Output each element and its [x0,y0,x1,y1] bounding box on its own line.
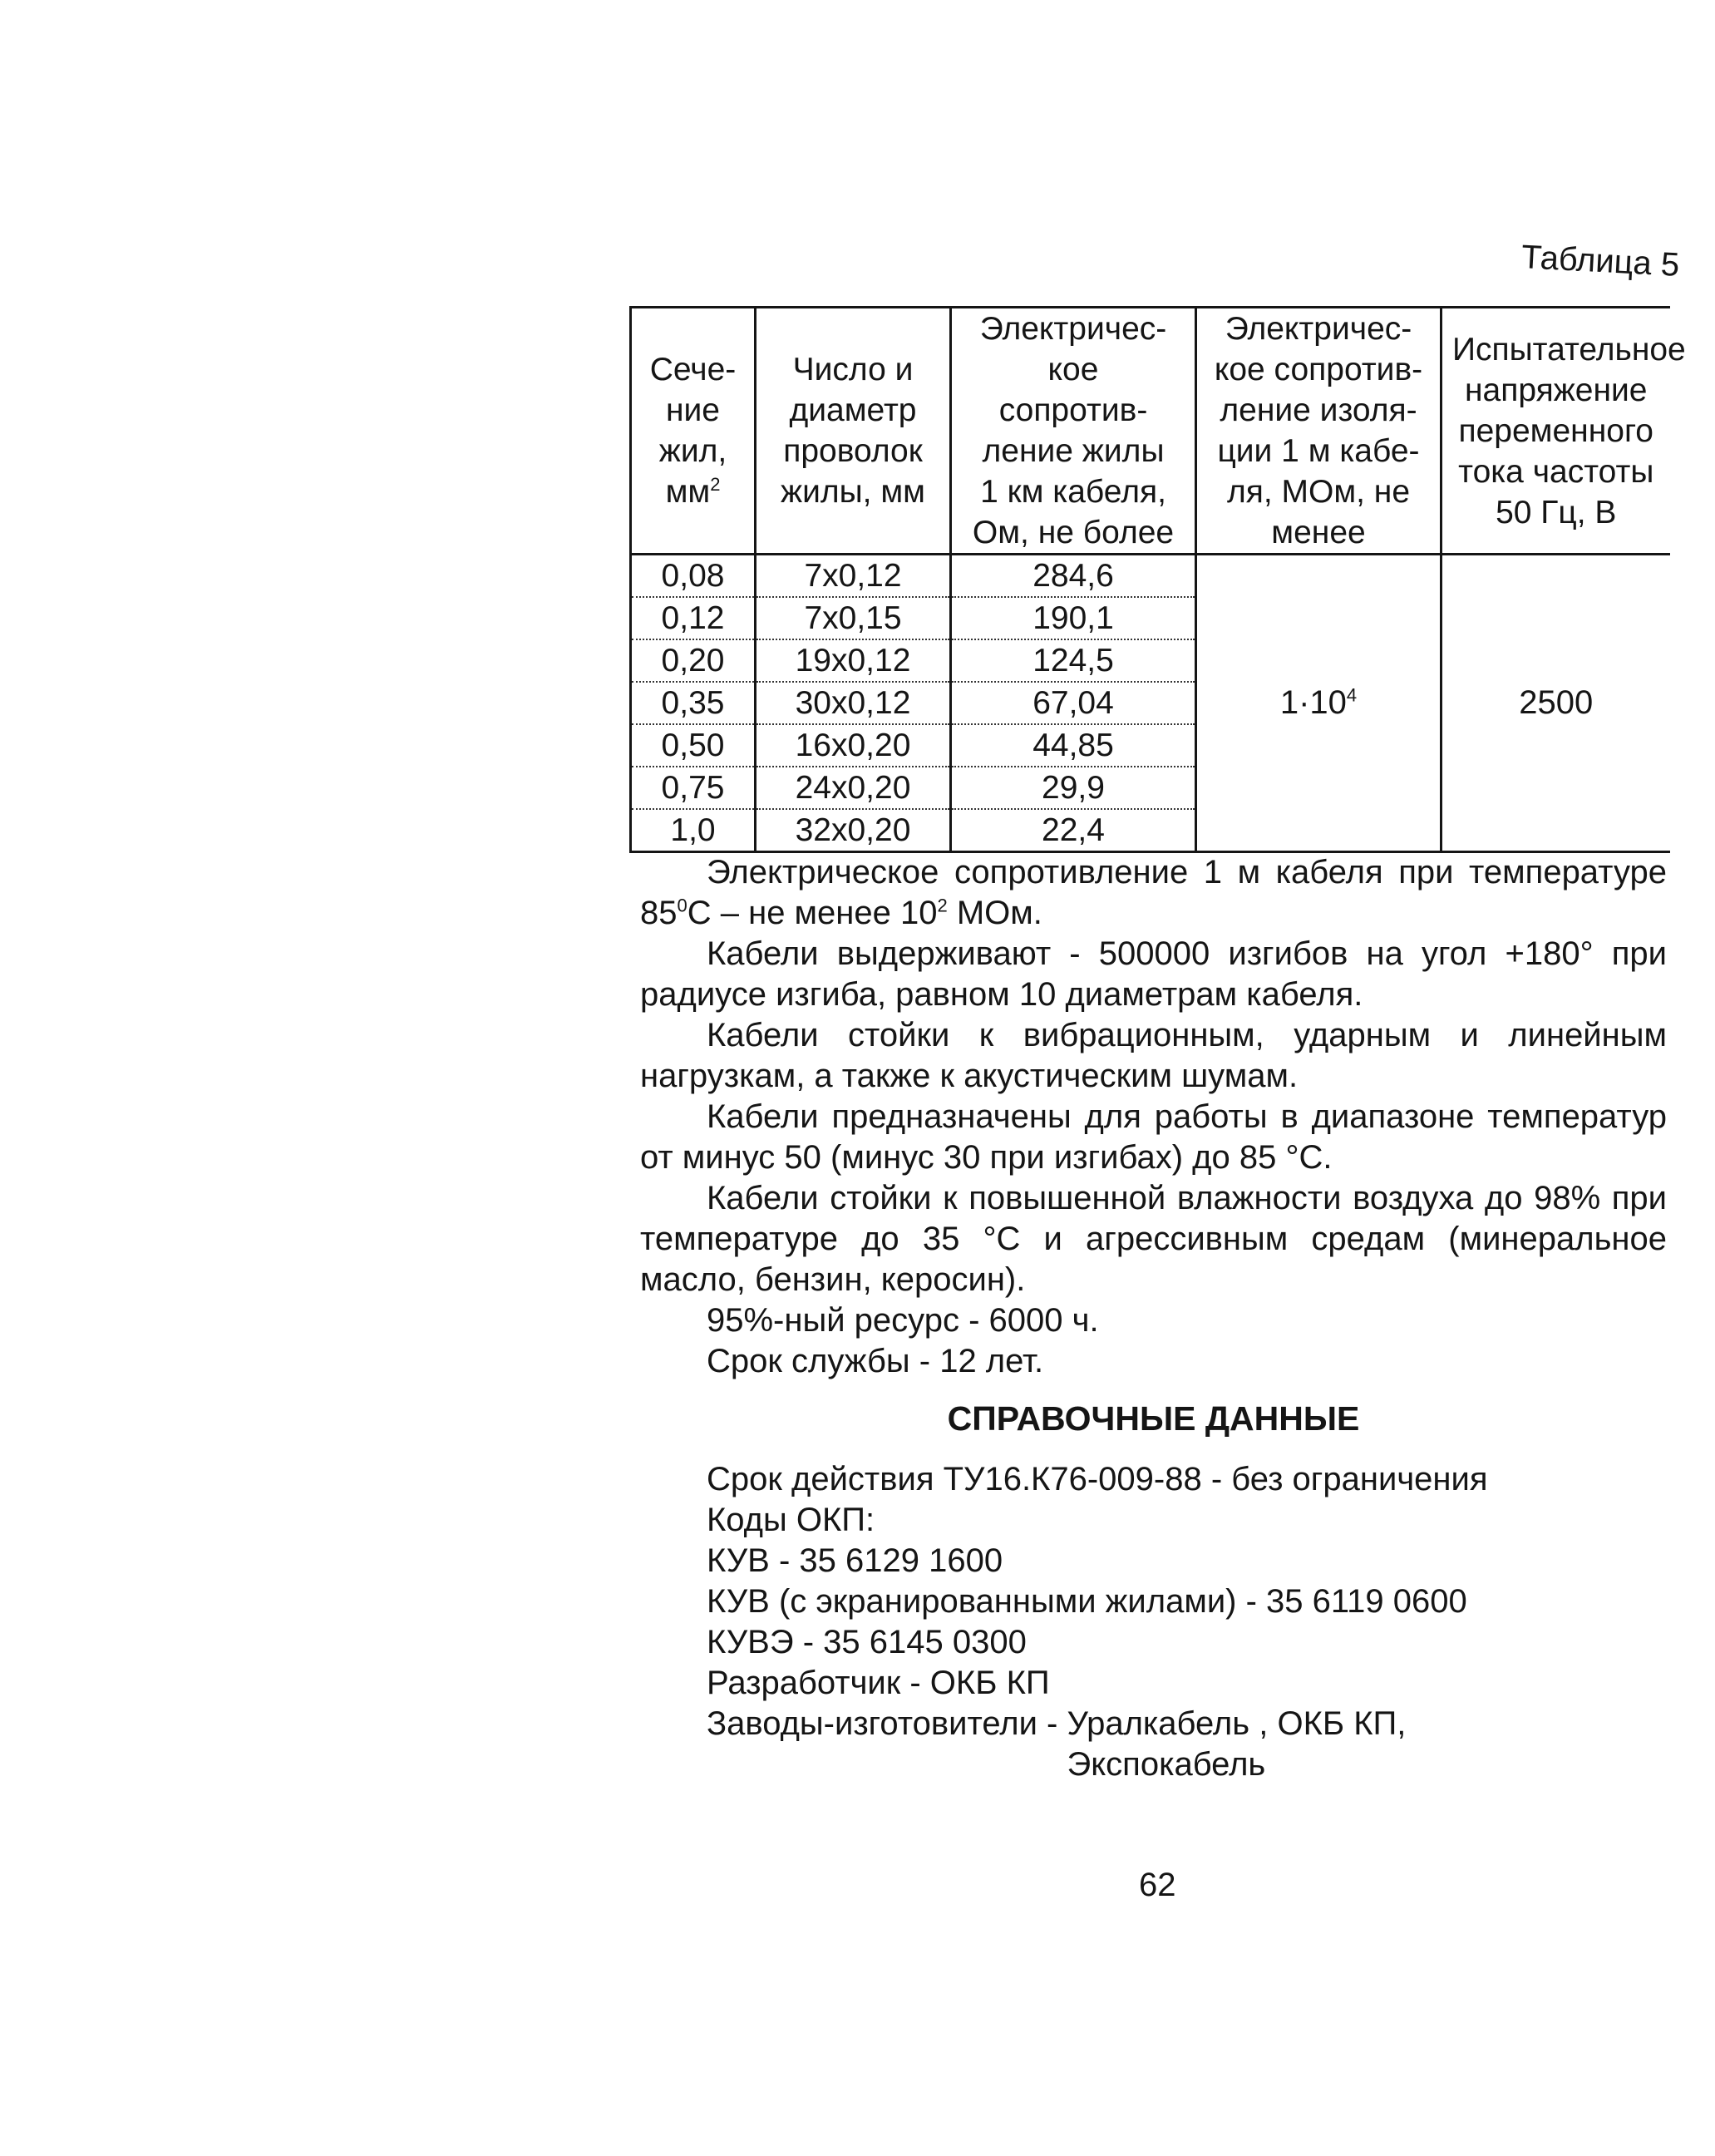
cell-section: 0,50 [631,724,756,767]
header-section [631,308,756,555]
header-section-unit: $мм^2$ [665,474,721,510]
cell-resistance: 124,5 [951,639,1196,682]
cell-section: 0,35 [631,682,756,724]
manufacturers [707,1704,1488,1785]
section-title: СПРАВОЧНЫЕ ДАННЫЕ [947,1399,1360,1438]
cell-section: 0,12 [631,597,756,639]
header-wire-count: Число и диаметр проволок жилы, мм [756,308,951,555]
manufacturers-label: Заводы-изготовители - [707,1705,1067,1742]
okp-label: Коды ОКП: [707,1502,875,1538]
okp-kuve: КУВЭ - 35 6145 0300 [707,1624,1027,1660]
header-conductor-resistance: Электричес-кое сопротив-ление жилы 1 км кабеля, Ом, не более [951,308,1196,555]
cell-wires: 32x0,20 [756,809,951,852]
cell-resistance: 22,4 [951,809,1196,852]
okp-kuv-screened: КУВ (с экранированными жилами) - 35 6119 0600 [707,1583,1467,1620]
header-section-text: Сече-ние жил, [649,352,737,469]
cell-resistance: 67,04 [951,682,1196,724]
manufacturers-line-2: Экспокабель [1067,1746,1266,1783]
table-caption: Таблица 5 [1520,239,1681,284]
header-insulation-resistance: Электричес-кое сопротив-ление изоля-ции 1 м кабе-ля, МОм, не менее [1196,308,1441,555]
paragraph-vibration: Кабели стойки к вибрационным, ударным и линейным нагрузкам, а также к акустическим шумам. [640,1017,1667,1094]
paragraph-service-life: Срок службы - 12 лет. [707,1343,1044,1379]
reference-data [707,1459,1488,1785]
cell-test-voltage: 2500 [1441,555,1670,852]
cell-section: 0,08 [631,555,756,598]
cell-wires: 7x0,15 [756,597,951,639]
table-row [631,555,1670,598]
page-number: 62 [1139,1867,1176,1903]
manufacturers-line-1: Уралкабель , ОКБ КП, [1067,1705,1407,1742]
cell-section: 1,0 [631,809,756,852]
cell-wires: 24x0,20 [756,767,951,809]
paragraph-bending: Кабели выдерживают - 500000 изгибов на угол +180° при радиусе изгиба, равном 10 диаметрам кабеля. [640,935,1667,1013]
body-text [640,852,1667,1382]
cell-wires: 30x0,12 [756,682,951,724]
cell-resistance: 284,6 [951,555,1196,598]
cell-wires: 16x0,20 [756,724,951,767]
cell-wires: 19x0,12 [756,639,951,682]
paragraph-resource: 95%-ный ресурс - 6000 ч. [707,1302,1099,1339]
cell-section: 0,20 [631,639,756,682]
cell-wires: 7x0,12 [756,555,951,598]
header-test-voltage: Испытательное напряжение переменного тока частоты 50 Гц, В [1441,308,1670,555]
paragraph-resistance: Электрическое сопротивление 1 м кабеля при температуре $85^0С$ – не менее $10^2$ МОм. [640,854,1667,931]
cell-resistance: 29,9 [951,767,1196,809]
cell-resistance: 190,1 [951,597,1196,639]
cell-insulation-resistance: $1\cdot 10^4$ [1196,555,1441,852]
developer-line: Разработчик - ОКБ КП [707,1665,1050,1701]
validity-line: Срок действия ТУ16.К76-009-88 - без ограничения [707,1461,1488,1497]
paragraph-humidity: Кабели стойки к повышенной влажности воздуха до 98% при температуре до 35 °С и агрессивным средам (минеральное масло, бензин, керосин). [640,1180,1667,1298]
paragraph-temperature: Кабели предназначены для работы в диапазоне температур от минус 50 (минус 30 при изгибах) до 85 °С. [640,1098,1667,1176]
cell-section: 0,75 [631,767,756,809]
okp-kuv: КУВ - 35 6129 1600 [707,1542,1003,1579]
cell-resistance: 44,85 [951,724,1196,767]
cable-spec-table [629,306,1686,853]
